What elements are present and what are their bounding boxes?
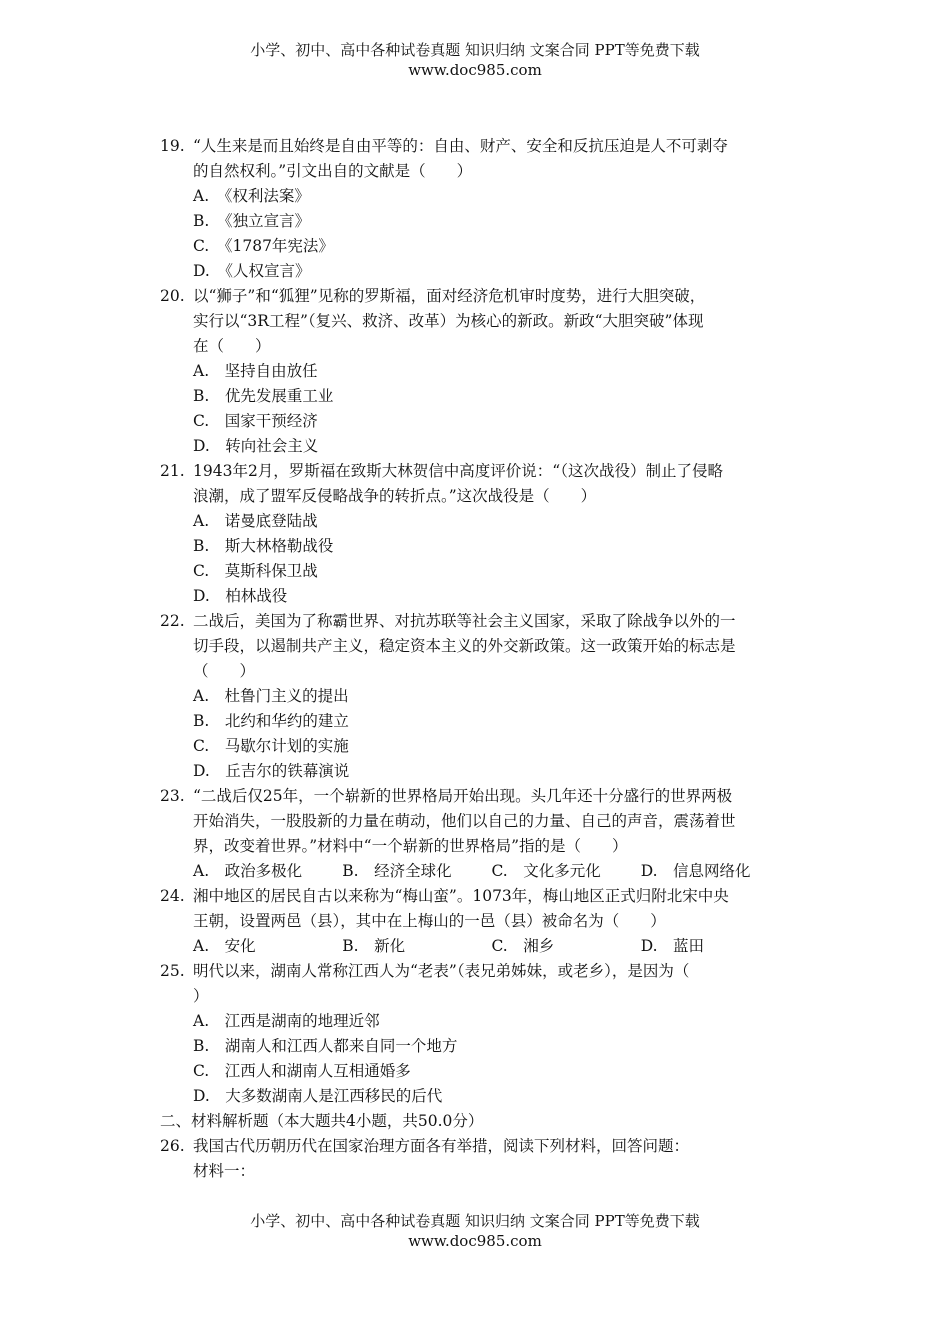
exam-content — [160, 134, 790, 1184]
question-text-line: 湘中地区的居民自古以来称为“梅山蛮”。1073年，梅山地区正式归附北宋中央 — [193, 887, 729, 905]
question-text-line: （ ） — [193, 662, 256, 680]
option-d: D. 柏林战役 — [193, 587, 288, 605]
option-c: C. 江西人和湖南人互相通婚多 — [193, 1062, 411, 1080]
option-b: B. 新化 — [342, 937, 406, 955]
options — [193, 684, 790, 784]
page-footer — [0, 1211, 950, 1251]
material-label: 材料一： — [193, 1162, 256, 1180]
option-b: B. 湖南人和江西人都来自同一个地方 — [193, 1037, 458, 1055]
question-number: 21. — [160, 462, 185, 480]
question-text-line: 切手段，以遏制共产主义，稳定资本主义的外交新政策。这一政策开始的标志是 — [193, 637, 736, 655]
question-text-line: 浪潮，成了盟军反侵略战争的转折点。”这次战役是（ ） — [193, 487, 597, 505]
question-number: 26. — [160, 1137, 185, 1155]
question-20 — [160, 284, 790, 459]
question-text-line: 我国古代历朝历代在国家治理方面各有举措，阅读下列材料，回答问题： — [193, 1137, 690, 1155]
options — [193, 184, 790, 284]
question-text-line: 1943年2月，罗斯福在致斯大林贺信中高度评价说：“（这次战役）制止了侵略 — [193, 462, 723, 480]
question-text-line: “人生来是而且始终是自由平等的：自由、财产、安全和反抗压迫是人不可剥夺 — [193, 137, 728, 155]
option-c: C. 国家干预经济 — [193, 412, 318, 430]
option-b: B. 斯大林格勒战役 — [193, 537, 334, 555]
option-a: A. 《权利法案》 — [193, 187, 310, 205]
section-heading: 二、材料解析题（本大题共4小题，共50.0分） — [160, 1112, 484, 1130]
option-c: C. 文化多元化 — [491, 862, 601, 880]
question-text-line: 界，改变着世界。”材料中“一个崭新的世界格局”指的是（ ） — [193, 837, 628, 855]
option-d: D. 《人权宣言》 — [193, 262, 311, 280]
question-text-line: 明代以来，湖南人常称江西人为“老表”（表兄弟姊妹，或老乡），是因为（ — [193, 962, 690, 980]
option-d: D. 转向社会主义 — [193, 437, 319, 455]
question-text-line: 王朝，设置两邑（县），其中在上梅山的一邑（县）被命名为（ ） — [193, 912, 666, 930]
question-number: 19. — [160, 137, 185, 155]
option-d: D. 大多数湖南人是江西移民的后代 — [193, 1087, 443, 1105]
option-a: A. 杜鲁门主义的提出 — [193, 687, 349, 705]
option-d: D. 丘吉尔的铁幕演说 — [193, 762, 350, 780]
footer-line1: 小学、初中、高中各种试卷真题 知识归纳 文案合同 PPT等免费下载 — [250, 1212, 700, 1230]
question-24 — [160, 884, 790, 959]
option-b: B. 《独立宣言》 — [193, 212, 311, 230]
option-a: A. 江西是湖南的地理近邻 — [193, 1012, 380, 1030]
options — [193, 934, 790, 959]
question-19 — [160, 134, 790, 284]
question-number: 24. — [160, 887, 185, 905]
question-23 — [160, 784, 790, 884]
option-d: D. 信息网络化 — [640, 862, 751, 880]
option-a: A. 安化 — [193, 937, 256, 955]
options — [193, 509, 790, 609]
question-text-line: 的自然权利。”引文出自的文献是（ ） — [193, 162, 473, 180]
question-number: 20. — [160, 287, 185, 305]
question-21 — [160, 459, 790, 609]
question-text-line: 在（ ） — [193, 337, 271, 355]
option-c: C. 莫斯科保卫战 — [193, 562, 318, 580]
option-c: C. 马歇尔计划的实施 — [193, 737, 349, 755]
option-b: B. 北约和华约的建立 — [193, 712, 349, 730]
option-a: A. 坚持自由放任 — [193, 362, 318, 380]
options — [193, 1009, 790, 1109]
question-25 — [160, 959, 790, 1109]
question-text-line: 开始消失，一股股新的力量在萌动，他们以自己的力量、自己的声音，震荡着世 — [193, 812, 736, 830]
question-number: 22. — [160, 612, 185, 630]
question-text-line: ） — [193, 987, 209, 1005]
question-number: 25. — [160, 962, 185, 980]
question-22 — [160, 609, 790, 784]
options — [193, 859, 790, 884]
options — [193, 359, 790, 459]
option-b: B. 经济全球化 — [342, 862, 452, 880]
question-text-line: 实行以“3R工程”（复兴、救济、改革）为核心的新政。新政“大胆突破”体现 — [193, 312, 704, 330]
question-26 — [160, 1134, 790, 1184]
page-header — [0, 40, 950, 80]
question-text-line: “二战后仅25年，一个崭新的世界格局开始出现。头几年还十分盛行的世界两极 — [193, 787, 733, 805]
option-a: A. 政治多极化 — [193, 862, 303, 880]
header-line2: www.doc985.com — [408, 61, 542, 79]
option-d: D. 蓝田 — [640, 937, 705, 955]
option-c: C. 《1787年宪法》 — [193, 237, 334, 255]
option-c: C. 湘乡 — [491, 937, 555, 955]
option-a: A. 诺曼底登陆战 — [193, 512, 318, 530]
header-line1: 小学、初中、高中各种试卷真题 知识归纳 文案合同 PPT等免费下载 — [250, 41, 700, 59]
question-text-line: 二战后，美国为了称霸世界、对抗苏联等社会主义国家，采取了除战争以外的一 — [193, 612, 736, 630]
footer-line2: www.doc985.com — [408, 1232, 542, 1250]
question-number: 23. — [160, 787, 185, 805]
option-b: B. 优先发展重工业 — [193, 387, 334, 405]
question-text-line: 以“狮子”和“狐狸”见称的罗斯福，面对经济危机审时度势，进行大胆突破， — [193, 287, 706, 305]
